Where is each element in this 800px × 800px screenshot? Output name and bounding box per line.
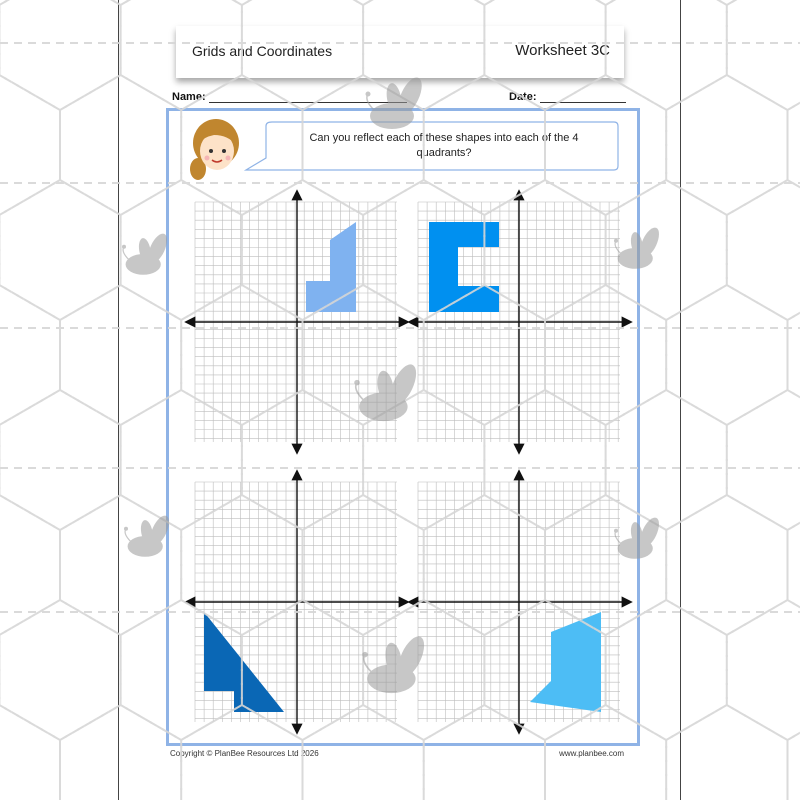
copyright-text: Copyright © PlanBee Resources Ltd 2026 xyxy=(170,749,319,758)
name-label: Name: xyxy=(172,91,206,103)
date-label: Date: xyxy=(509,91,537,103)
shape-triangle-dark-blue xyxy=(204,612,284,712)
shape-quad-sky-blue xyxy=(530,612,601,712)
worksheet-label: Worksheet 3C xyxy=(515,42,610,59)
prompt-text: Can you reflect each of these shapes into each of the 4 quadrants? xyxy=(309,132,579,159)
axes-3 xyxy=(187,472,407,732)
shape-c-bright-blue xyxy=(429,222,499,312)
axes-1 xyxy=(187,192,407,452)
footer-url: www.planbee.com xyxy=(559,749,624,758)
page-title: Grids and Coordinates xyxy=(192,43,333,59)
